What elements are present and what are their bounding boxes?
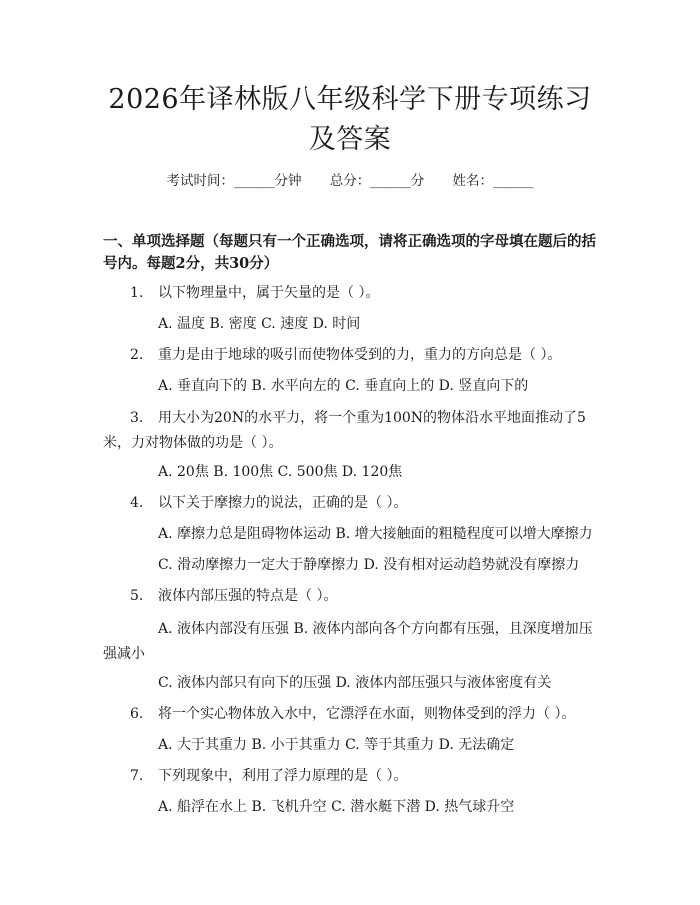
- question-number: 4.: [130, 495, 144, 511]
- section-heading: 一、单项选择题（每题只有一个正确选项，请将正确选项的字母填在题后的括号内。每题2分，共30分）: [103, 233, 596, 272]
- question-3: [103, 406, 593, 456]
- total-score-field: 总分：______分: [329, 173, 425, 189]
- question-2: [130, 344, 561, 366]
- question-5-option-ab: A. 液体内部没有压强 B. 液体内部向各个方向都有压强，且深度增加压强减小: [103, 621, 593, 662]
- exam-time-field: 考试时间：______分钟: [166, 173, 302, 189]
- question-text: 将一个实心物体放入水中，它漂浮在水面，则物体受到的浮力（ ）。: [158, 706, 576, 722]
- question-1: [130, 282, 379, 304]
- question-number: 5.: [130, 588, 144, 604]
- question-4-option-cd: C. 滑动摩擦力一定大于静摩擦力 D. 没有相对运动趋势就没有摩擦力: [158, 557, 580, 573]
- question-4-option-ab: A. 摩擦力总是阻碍物体运动 B. 增大接触面的粗糙程度可以增大摩擦力: [158, 526, 593, 542]
- question-number: 7.: [130, 768, 144, 784]
- question-text: 重力是由于地球的吸引而使物体受到的力，重力的方向总是（ ）。: [158, 347, 562, 363]
- question-5: [130, 585, 337, 607]
- exam-meta: [0, 169, 700, 189]
- question-5-option-cd: C. 液体内部只有向下的压强 D. 液体内部压强只与液体密度有关: [158, 675, 552, 691]
- question-number: 1.: [130, 285, 144, 301]
- question-7: [130, 765, 407, 787]
- question-text: 液体内部压强的特点是（ ）。: [158, 588, 338, 604]
- question-number: 2.: [130, 347, 144, 363]
- question-text: 以下关于摩擦力的说法，正确的是（ ）。: [158, 495, 408, 511]
- question-number: 6.: [130, 706, 144, 722]
- question-2-options: A. 垂直向下的 B. 水平向左的 C. 垂直向上的 D. 竖直向下的: [158, 378, 529, 394]
- question-text: 下列现象中，利用了浮力原理的是（ ）。: [158, 768, 408, 784]
- document-title: 2026年译林版八年级科学下册专项练习及答案: [108, 84, 592, 155]
- question-text: 用大小为20N的水平力，将一个重为100N的物体沿水平地面推动了5米，力对物体做的功是（ ）。: [103, 410, 586, 451]
- question-text: 以下物理量中，属于矢量的是（ ）。: [158, 285, 380, 301]
- question-6-options: A. 大于其重力 B. 小于其重力 C. 等于其重力 D. 无法确定: [158, 737, 515, 753]
- question-6: [130, 703, 575, 725]
- question-7-options: A. 船浮在水上 B. 飞机升空 C. 潜水艇下潜 D. 热气球升空: [158, 799, 515, 815]
- question-number: 3.: [130, 410, 144, 426]
- student-name-field: 姓名：______: [452, 173, 534, 189]
- question-3-options: A. 20焦 B. 100焦 C. 500焦 D. 120焦: [158, 464, 403, 480]
- question-1-options: A. 温度 B. 密度 C. 速度 D. 时间: [158, 316, 361, 332]
- question-4: [130, 492, 407, 514]
